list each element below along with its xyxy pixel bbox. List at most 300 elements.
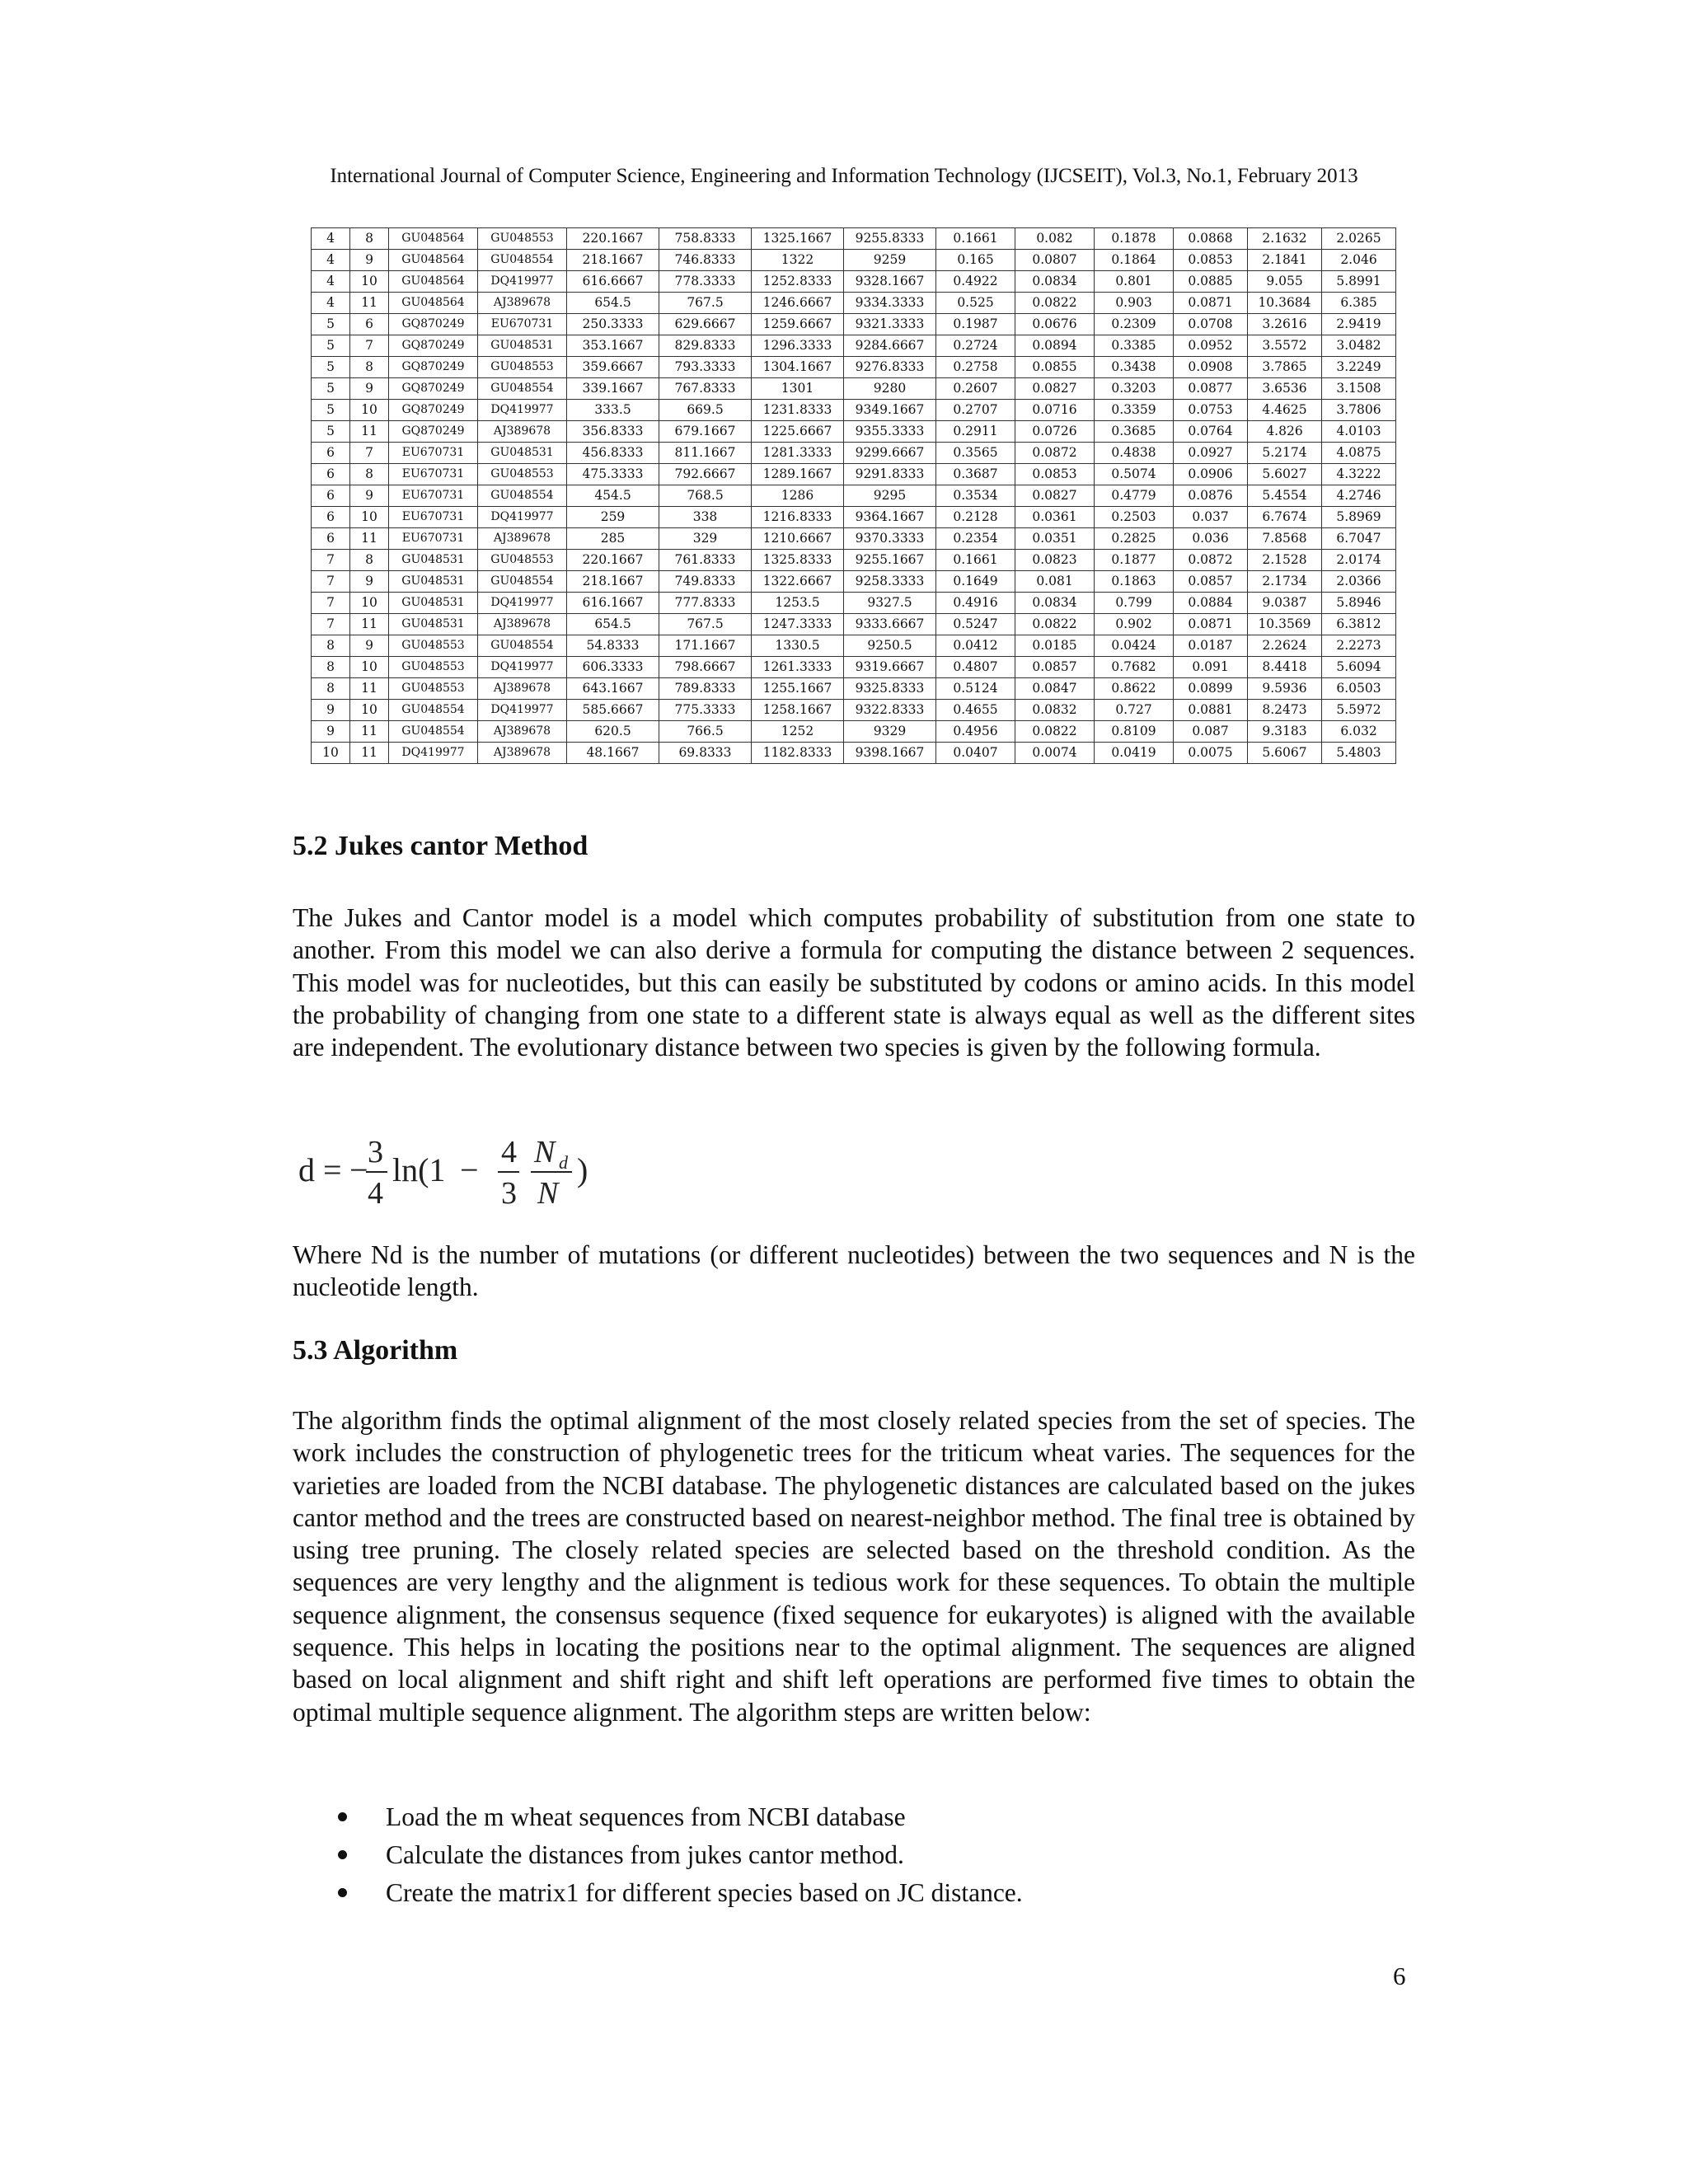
table-cell: 793.3333 <box>659 357 752 378</box>
table-cell: 333.5 <box>567 400 659 421</box>
table-cell: 8 <box>350 464 389 485</box>
table-cell: 0.0847 <box>1015 678 1095 700</box>
table-cell: 3.0482 <box>1322 335 1396 357</box>
table-cell: GQ870249 <box>389 421 478 443</box>
table-cell: 2.2624 <box>1248 635 1322 657</box>
table-cell: 2.1632 <box>1248 228 1322 250</box>
table-row <box>312 571 1396 593</box>
table-cell: GU048554 <box>478 378 567 400</box>
table-cell: 0.0885 <box>1174 271 1248 293</box>
table-cell: 9 <box>350 485 389 507</box>
table-cell: 761.8333 <box>659 550 752 571</box>
table-cell: 0.0822 <box>1015 293 1095 314</box>
table-cell: 2.0265 <box>1322 228 1396 250</box>
table-cell: 11 <box>350 678 389 700</box>
table-row <box>312 400 1396 421</box>
table-cell: 1259.6667 <box>752 314 844 335</box>
table-cell: 5 <box>312 357 350 378</box>
table-cell: GU048554 <box>478 571 567 593</box>
table-row <box>312 293 1396 314</box>
table-cell: 0.3359 <box>1095 400 1174 421</box>
table-cell: 54.8333 <box>567 635 659 657</box>
table-cell: 5 <box>312 421 350 443</box>
table-cell: 5 <box>312 400 350 421</box>
table-row <box>312 635 1396 657</box>
table-cell: 0.902 <box>1095 614 1174 635</box>
table-cell: 0.0906 <box>1174 464 1248 485</box>
table-cell: 9284.6667 <box>844 335 936 357</box>
table-cell: 356.8333 <box>567 421 659 443</box>
table-cell: 629.6667 <box>659 314 752 335</box>
table-cell: EU670731 <box>389 485 478 507</box>
table-cell: 1231.8333 <box>752 400 844 421</box>
table-cell: 218.1667 <box>567 250 659 271</box>
table-cell: 0.0708 <box>1174 314 1248 335</box>
table-cell: GU048531 <box>478 335 567 357</box>
table-cell: GU048531 <box>389 550 478 571</box>
table-cell: 0.0827 <box>1015 485 1095 507</box>
table-cell: 0.2825 <box>1095 528 1174 550</box>
table-cell: 48.1667 <box>567 743 659 764</box>
table-cell: 3.2249 <box>1322 357 1396 378</box>
table-cell: 767.5 <box>659 293 752 314</box>
table-cell: 9321.3333 <box>844 314 936 335</box>
section-5-3-paragraph: The algorithm finds the optimal alignment of the most closely related species from the set of species. The work includes the construction of phylogenetic trees for the triticum wheat varies. The sequences for the varieties are loaded from the NCBI database. The phylogenetic distances are calculated based on the jukes cantor method and the trees are constructed based on nearest-neighbor method. The final tree is obtained by using tree pruning. The closely related species are selected based on the threshold condition. As the sequences are very lengthy and the alignment is tedious work for these sequences. To obtain the multiple sequence alignment, the consensus sequence (fixed sequence for eukaryotes) is aligned with the available sequence. This helps in locating the positions near to the optimal alignment. The sequences are aligned based on local alignment and shift right and shift left operations are performed five times to obtain the optimal multiple sequence alignment. The algorithm steps are written below: <box>293 1406 1415 1727</box>
formula-frac2-den: 3 <box>501 1176 517 1211</box>
table-cell: 798.6667 <box>659 657 752 678</box>
table-cell: 0.5124 <box>936 678 1015 700</box>
table-cell: 9.055 <box>1248 271 1322 293</box>
table-row <box>312 271 1396 293</box>
section-5-3-heading: 5.3 Algorithm <box>293 1335 458 1366</box>
table-cell: 0.2607 <box>936 378 1015 400</box>
table-cell: 9250.5 <box>844 635 936 657</box>
table-row <box>312 443 1396 464</box>
table-cell: 454.5 <box>567 485 659 507</box>
table-cell: 620.5 <box>567 721 659 743</box>
table-cell: 2.1528 <box>1248 550 1322 571</box>
table-cell: GU048553 <box>478 464 567 485</box>
table-cell: 0.2758 <box>936 357 1015 378</box>
table-cell: 0.0726 <box>1015 421 1095 443</box>
table-cell: 0.082 <box>1015 228 1095 250</box>
table-cell: 0.2354 <box>936 528 1015 550</box>
table-cell: 1255.1667 <box>752 678 844 700</box>
table-cell: 585.6667 <box>567 700 659 721</box>
table-cell: 11 <box>350 721 389 743</box>
table-cell: 1182.8333 <box>752 743 844 764</box>
table-cell: 9.5936 <box>1248 678 1322 700</box>
table-cell: 654.5 <box>567 293 659 314</box>
list-item <box>330 1874 1023 1912</box>
table-cell: 8 <box>350 550 389 571</box>
table-cell: 0.0868 <box>1174 228 1248 250</box>
table-row <box>312 228 1396 250</box>
table-cell: GU048531 <box>389 571 478 593</box>
table-cell: 0.0877 <box>1174 378 1248 400</box>
table-cell: 9 <box>350 250 389 271</box>
table-cell: 1325.1667 <box>752 228 844 250</box>
table-cell: 0.1877 <box>1095 550 1174 571</box>
table-cell: 1322.6667 <box>752 571 844 593</box>
table-cell: 353.1667 <box>567 335 659 357</box>
table-cell: 5.8991 <box>1322 271 1396 293</box>
table-cell: 0.0676 <box>1015 314 1095 335</box>
table-cell: 3.5572 <box>1248 335 1322 357</box>
table-cell: 8 <box>312 678 350 700</box>
table-cell: DQ419977 <box>389 743 478 764</box>
table-cell: 0.525 <box>936 293 1015 314</box>
table-cell: 0.2503 <box>1095 507 1174 528</box>
table-cell: 669.5 <box>659 400 752 421</box>
table-cell: 0.0857 <box>1174 571 1248 593</box>
table-cell: DQ419977 <box>478 700 567 721</box>
table-row <box>312 314 1396 335</box>
table-cell: 10.3684 <box>1248 293 1322 314</box>
table-cell: 11 <box>350 743 389 764</box>
table-cell: 5.4554 <box>1248 485 1322 507</box>
table-cell: 0.4807 <box>936 657 1015 678</box>
table-cell: 4 <box>312 293 350 314</box>
table-cell: 0.2128 <box>936 507 1015 528</box>
table-cell: GU048531 <box>389 614 478 635</box>
table-cell: 2.0366 <box>1322 571 1396 593</box>
table-cell: 0.0872 <box>1015 443 1095 464</box>
table-cell: EU670731 <box>389 507 478 528</box>
table-cell: 0.0855 <box>1015 357 1095 378</box>
table-cell: 0.727 <box>1095 700 1174 721</box>
table-cell: 0.0876 <box>1174 485 1248 507</box>
table-cell: 7 <box>350 335 389 357</box>
table-row <box>312 421 1396 443</box>
table-cell: 5.2174 <box>1248 443 1322 464</box>
table-row <box>312 250 1396 271</box>
table-cell: GU048564 <box>389 228 478 250</box>
formula-ln: ln(1 <box>392 1151 446 1188</box>
table-cell: 9.3183 <box>1248 721 1322 743</box>
table-cell: 9299.6667 <box>844 443 936 464</box>
table-cell: 9333.6667 <box>844 614 936 635</box>
table-cell: 811.1667 <box>659 443 752 464</box>
table-cell: 8 <box>312 635 350 657</box>
table-cell: 9319.6667 <box>844 657 936 678</box>
table-cell: 9 <box>350 635 389 657</box>
table-cell: 0.4922 <box>936 271 1015 293</box>
table-cell: 1322 <box>752 250 844 271</box>
table-cell: 259 <box>567 507 659 528</box>
table-cell: 4.4625 <box>1248 400 1322 421</box>
table-cell: GU048554 <box>478 635 567 657</box>
table-cell: 9355.3333 <box>844 421 936 443</box>
table-cell: 250.3333 <box>567 314 659 335</box>
table-cell: 0.0908 <box>1174 357 1248 378</box>
distance-table <box>311 227 1396 764</box>
table-cell: 6 <box>312 443 350 464</box>
table-cell: 9327.5 <box>844 593 936 614</box>
table-cell: 9255.1667 <box>844 550 936 571</box>
table-cell: 3.6536 <box>1248 378 1322 400</box>
table-row <box>312 378 1396 400</box>
table-cell: 0.091 <box>1174 657 1248 678</box>
table-row <box>312 657 1396 678</box>
table-cell: 6.3812 <box>1322 614 1396 635</box>
table-cell: 0.4655 <box>936 700 1015 721</box>
table-cell: 329 <box>659 528 752 550</box>
table-cell: 1289.1667 <box>752 464 844 485</box>
table-cell: 10 <box>350 507 389 528</box>
table-cell: 778.3333 <box>659 271 752 293</box>
table-cell: EU670731 <box>389 528 478 550</box>
table-cell: 0.0899 <box>1174 678 1248 700</box>
table-cell: 220.1667 <box>567 228 659 250</box>
table-cell: 0.3203 <box>1095 378 1174 400</box>
table-cell: 10 <box>312 743 350 764</box>
list-item-text: Calculate the distances from jukes cantor method. <box>386 1840 904 1869</box>
table-row <box>312 550 1396 571</box>
table-cell: 0.0857 <box>1015 657 1095 678</box>
table-cell: 10 <box>350 700 389 721</box>
table-cell: 9329 <box>844 721 936 743</box>
table-cell: GU048554 <box>478 250 567 271</box>
table-cell: 2.1734 <box>1248 571 1322 593</box>
table-cell: 0.8622 <box>1095 678 1174 700</box>
table-cell: 4.826 <box>1248 421 1322 443</box>
table-cell: 8 <box>312 657 350 678</box>
table-cell: GQ870249 <box>389 335 478 357</box>
table-row <box>312 721 1396 743</box>
table-cell: AJ389678 <box>478 528 567 550</box>
table-row <box>312 614 1396 635</box>
table-cell: 171.1667 <box>659 635 752 657</box>
table-cell: 10 <box>350 400 389 421</box>
table-cell: 8.2473 <box>1248 700 1322 721</box>
table-cell: GU048553 <box>389 678 478 700</box>
table-cell: 7 <box>350 443 389 464</box>
table-cell: 5.6094 <box>1322 657 1396 678</box>
table-cell: 11 <box>350 293 389 314</box>
table-cell: 9370.3333 <box>844 528 936 550</box>
list-item-text: Load the m wheat sequences from NCBI database <box>386 1802 906 1831</box>
table-row <box>312 485 1396 507</box>
table-cell: 9349.1667 <box>844 400 936 421</box>
table-cell: 9364.1667 <box>844 507 936 528</box>
table-cell: 7 <box>312 550 350 571</box>
table-row <box>312 335 1396 357</box>
table-cell: GQ870249 <box>389 378 478 400</box>
table-cell: GU048531 <box>478 443 567 464</box>
table-cell: 0.0853 <box>1015 464 1095 485</box>
table-cell: GU048564 <box>389 250 478 271</box>
table-cell: 3.2616 <box>1248 314 1322 335</box>
table-cell: 0.087 <box>1174 721 1248 743</box>
table-cell: 285 <box>567 528 659 550</box>
table-cell: 5 <box>312 378 350 400</box>
table-cell: 0.0872 <box>1174 550 1248 571</box>
table-cell: 0.0871 <box>1174 614 1248 635</box>
table-cell: 6.032 <box>1322 721 1396 743</box>
table-cell: 0.0881 <box>1174 700 1248 721</box>
table-cell: 10 <box>350 593 389 614</box>
table-cell: 0.7682 <box>1095 657 1174 678</box>
table-cell: 0.036 <box>1174 528 1248 550</box>
table-cell: 0.0884 <box>1174 593 1248 614</box>
table-cell: 0.0927 <box>1174 443 1248 464</box>
table-cell: 0.2911 <box>936 421 1015 443</box>
jukes-cantor-formula <box>297 1127 626 1218</box>
table-cell: 1253.5 <box>752 593 844 614</box>
table-cell: 9322.8333 <box>844 700 936 721</box>
table-cell: 0.0407 <box>936 743 1015 764</box>
table-cell: 5.4803 <box>1322 743 1396 764</box>
formula-close-paren: ) <box>577 1151 588 1188</box>
table-cell: 8.4418 <box>1248 657 1322 678</box>
table-cell: 1252 <box>752 721 844 743</box>
table-cell: 0.3565 <box>936 443 1015 464</box>
formula-frac3-num: N <box>534 1135 556 1169</box>
table-cell: 643.1667 <box>567 678 659 700</box>
table-cell: 0.165 <box>936 250 1015 271</box>
table-cell: DQ419977 <box>478 271 567 293</box>
table-cell: 0.0753 <box>1174 400 1248 421</box>
table-cell: 0.903 <box>1095 293 1174 314</box>
table-cell: 9 <box>350 378 389 400</box>
table-cell: 8 <box>350 357 389 378</box>
table-cell: 0.0827 <box>1015 378 1095 400</box>
table-cell: 220.1667 <box>567 550 659 571</box>
table-cell: 7.8568 <box>1248 528 1322 550</box>
table-cell: 1325.8333 <box>752 550 844 571</box>
table-cell: AJ389678 <box>478 293 567 314</box>
table-cell: 69.8333 <box>659 743 752 764</box>
table-cell: AJ389678 <box>478 743 567 764</box>
table-row <box>312 593 1396 614</box>
table-cell: 0.3385 <box>1095 335 1174 357</box>
table-cell: 4.0875 <box>1322 443 1396 464</box>
formula-minus-2: − <box>460 1151 479 1188</box>
table-cell: 0.1661 <box>936 228 1015 250</box>
table-cell: 2.046 <box>1322 250 1396 271</box>
formula-equals: = <box>323 1151 342 1188</box>
table-row <box>312 528 1396 550</box>
table-cell: DQ419977 <box>478 507 567 528</box>
table-cell: GU048554 <box>478 485 567 507</box>
table-row <box>312 700 1396 721</box>
algorithm-steps-list <box>330 1798 1023 1912</box>
table-cell: 6 <box>312 507 350 528</box>
list-item-text: Create the matrix1 for different species based on JC distance. <box>386 1878 1023 1907</box>
table-cell: GU048554 <box>389 721 478 743</box>
table-cell: 456.8333 <box>567 443 659 464</box>
table-cell: 746.8333 <box>659 250 752 271</box>
table-cell: GU048531 <box>389 593 478 614</box>
table-cell: 9398.1667 <box>844 743 936 764</box>
bullet-icon <box>338 1850 347 1859</box>
table-cell: 359.6667 <box>567 357 659 378</box>
table-cell: 1281.3333 <box>752 443 844 464</box>
table-cell: 6 <box>312 528 350 550</box>
table-cell: 758.8333 <box>659 228 752 250</box>
table-cell: 4 <box>312 250 350 271</box>
table-cell: 0.0822 <box>1015 614 1095 635</box>
table-cell: 767.8333 <box>659 378 752 400</box>
table-cell: 1330.5 <box>752 635 844 657</box>
table-cell: 6 <box>312 464 350 485</box>
table-cell: 0.3534 <box>936 485 1015 507</box>
table-cell: 0.1864 <box>1095 250 1174 271</box>
table-cell: 218.1667 <box>567 571 659 593</box>
table-cell: 11 <box>350 421 389 443</box>
table-cell: 0.4956 <box>936 721 1015 743</box>
table-cell: AJ389678 <box>478 421 567 443</box>
table-cell: 0.0419 <box>1095 743 1174 764</box>
table-cell: 9 <box>312 721 350 743</box>
table-cell: 9291.8333 <box>844 464 936 485</box>
table-cell: 0.3438 <box>1095 357 1174 378</box>
table-cell: EU670731 <box>389 443 478 464</box>
table-cell: 0.0832 <box>1015 700 1095 721</box>
table-cell: 0.0823 <box>1015 550 1095 571</box>
table-cell: 0.2724 <box>936 335 1015 357</box>
table-cell: 5 <box>312 314 350 335</box>
table-cell: 9328.1667 <box>844 271 936 293</box>
table-cell: 4.2746 <box>1322 485 1396 507</box>
table-cell: 777.8333 <box>659 593 752 614</box>
table-cell: 2.2273 <box>1322 635 1396 657</box>
table-cell: 0.0351 <box>1015 528 1095 550</box>
table-cell: 7 <box>312 614 350 635</box>
table-cell: 9258.3333 <box>844 571 936 593</box>
table-cell: GQ870249 <box>389 357 478 378</box>
table-cell: 0.4838 <box>1095 443 1174 464</box>
table-cell: 606.3333 <box>567 657 659 678</box>
table-cell: AJ389678 <box>478 614 567 635</box>
table-cell: 0.4779 <box>1095 485 1174 507</box>
table-cell: 6.7047 <box>1322 528 1396 550</box>
table-cell: 1258.1667 <box>752 700 844 721</box>
table-cell: 654.5 <box>567 614 659 635</box>
table-cell: 0.8109 <box>1095 721 1174 743</box>
table-row <box>312 678 1396 700</box>
section-5-2-paragraph: The Jukes and Cantor model is a model which computes probability of substitution from one state to another. From this model we can also derive a formula for computing the distance between 2 sequences. This model was for nucleotides, but this can easily be substituted by codons or amino acids. In this model the probability of changing from one state to a different state is always equal as well as the different sites are independent. The evolutionary distance between two species is given by the following formula. <box>293 903 1415 1062</box>
bullet-icon <box>338 1888 347 1897</box>
section-5-2-heading: 5.2 Jukes cantor Method <box>293 831 588 861</box>
distance-table-body <box>312 228 1396 764</box>
table-cell: 0.4916 <box>936 593 1015 614</box>
table-row <box>312 357 1396 378</box>
table-cell: GU048553 <box>478 228 567 250</box>
table-cell: 6 <box>312 485 350 507</box>
table-cell: 9259 <box>844 250 936 271</box>
table-cell: 0.0424 <box>1095 635 1174 657</box>
formula-frac1-num: 3 <box>368 1135 383 1169</box>
table-cell: 4.0103 <box>1322 421 1396 443</box>
table-cell: DQ419977 <box>478 657 567 678</box>
table-cell: 1301 <box>752 378 844 400</box>
table-cell: 0.0716 <box>1015 400 1095 421</box>
table-cell: 1225.6667 <box>752 421 844 443</box>
table-cell: 767.5 <box>659 614 752 635</box>
table-cell: 0.1878 <box>1095 228 1174 250</box>
table-cell: 4 <box>312 228 350 250</box>
table-cell: 9255.8333 <box>844 228 936 250</box>
table-cell: 0.3685 <box>1095 421 1174 443</box>
table-cell: 0.1987 <box>936 314 1015 335</box>
table-cell: GU048554 <box>389 700 478 721</box>
table-cell: 0.0807 <box>1015 250 1095 271</box>
table-cell: DQ419977 <box>478 400 567 421</box>
table-cell: 7 <box>312 571 350 593</box>
table-cell: 6 <box>350 314 389 335</box>
